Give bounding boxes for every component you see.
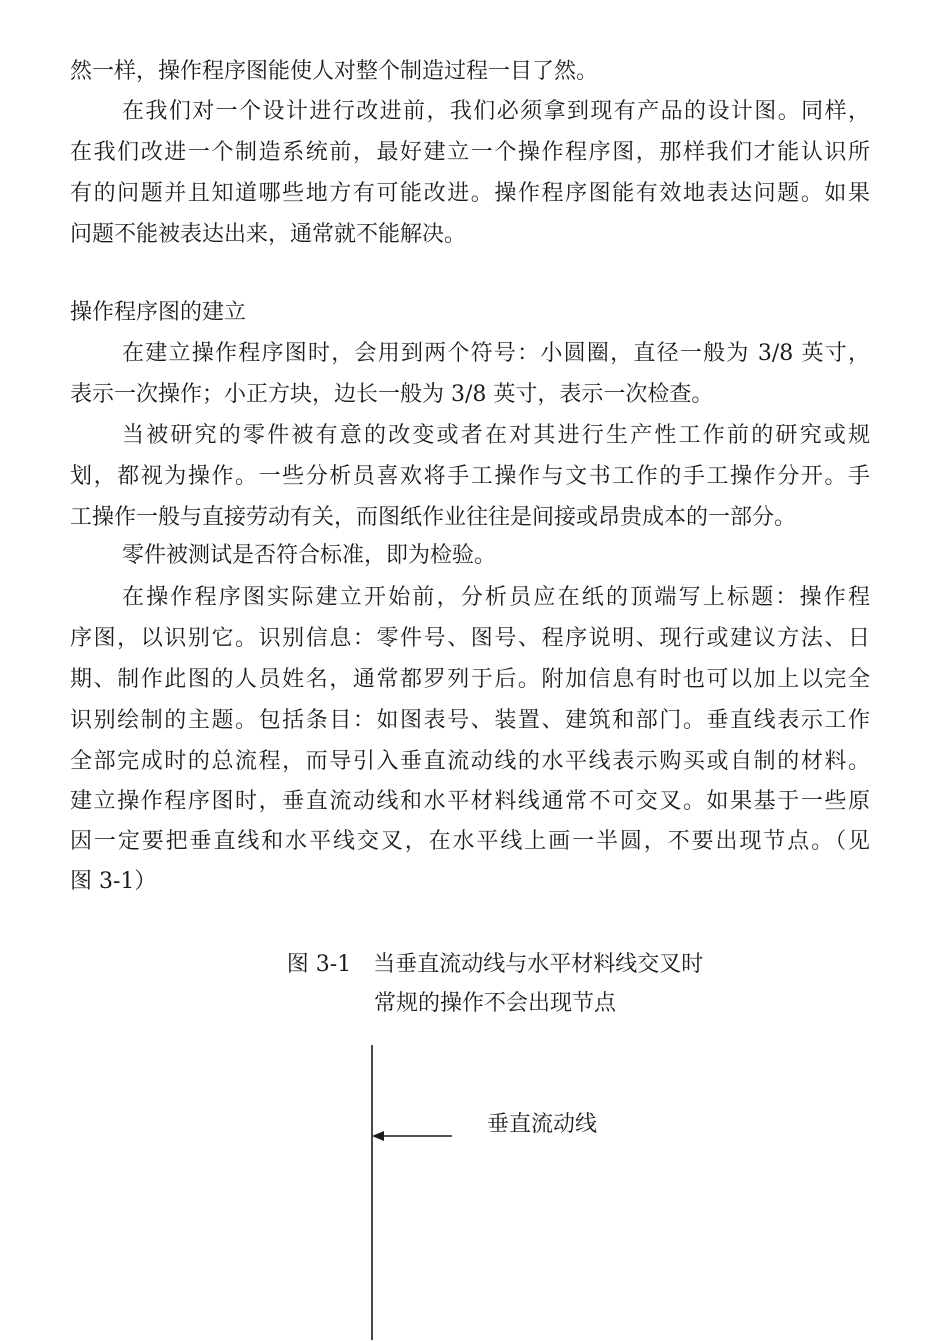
text-line: 在我们改进一个制造系统前，最好建立一个操作程序图，那样我们才能认识所: [70, 140, 870, 165]
text-line: 有的问题并且知道哪些地方有可能改进。操作程序图能有效地表达问题。如果: [70, 181, 870, 206]
text-line: 划，都视为操作。一些分析员喜欢将手工操作与文书工作的手工操作分开。手: [70, 464, 870, 489]
text-line: 当被研究的零件被有意的改变或者在对其进行生产性工作前的研究或规: [122, 423, 870, 448]
text-line: 建立操作程序图时，垂直流动线和水平材料线通常不可交叉。如果基于一些原: [70, 789, 870, 814]
text-line: 图 3-1）: [70, 869, 157, 894]
text-line: 表示一次操作；小正方块，边长一般为 3/8 英寸，表示一次检查。: [70, 382, 714, 407]
text-line: 在我们对一个设计进行改进前，我们必须拿到现有产品的设计图。同样，: [122, 99, 870, 124]
flow-diagram: [340, 1040, 660, 1340]
figure-caption-line1: 图 3-1 当垂直流动线与水平材料线交叉时: [286, 952, 704, 977]
text-line: 在建立操作程序图时，会用到两个符号：小圆圈，直径一般为 3/8 英寸，: [122, 341, 870, 366]
pointer-arrowhead: [372, 1131, 384, 1141]
text-line: 在操作程序图实际建立开始前，分析员应在纸的顶端写上标题：操作程: [122, 585, 870, 610]
text-line: 识别绘制的主题。包括条目：如图表号、装置、建筑和部门。垂直线表示工作: [70, 708, 870, 733]
section-heading: 操作程序图的建立: [70, 300, 247, 325]
text-line: 全部完成时的总流程，而导引入垂直流动线的水平线表示购买或自制的材料。: [70, 749, 870, 774]
text-line: 工操作一般与直接劳动有关，而图纸作业往往是间接或昂贵成本的一部分。: [70, 505, 797, 530]
figure-caption-line2: 常规的操作不会出现节点: [373, 991, 616, 1016]
text-line: 因一定要把垂直线和水平线交叉，在水平线上画一半圆，不要出现节点。（见: [70, 829, 870, 854]
vertical-flow-line-label: 垂直流动线: [487, 1112, 598, 1137]
text-line: 问题不能被表达出来，通常就不能解决。: [70, 222, 467, 247]
text-line: 序图，以识别它。识别信息：零件号、图号、程序说明、现行或建议方法、日: [70, 626, 870, 651]
text-line: 零件被测试是否符合标准，即为检验。: [122, 543, 497, 568]
text-line: 然一样，操作程序图能使人对整个制造过程一目了然。: [70, 59, 599, 84]
text-line: 期、制作此图的人员姓名，通常都罗列于后。附加信息有时也可以加上以完全: [70, 667, 870, 692]
